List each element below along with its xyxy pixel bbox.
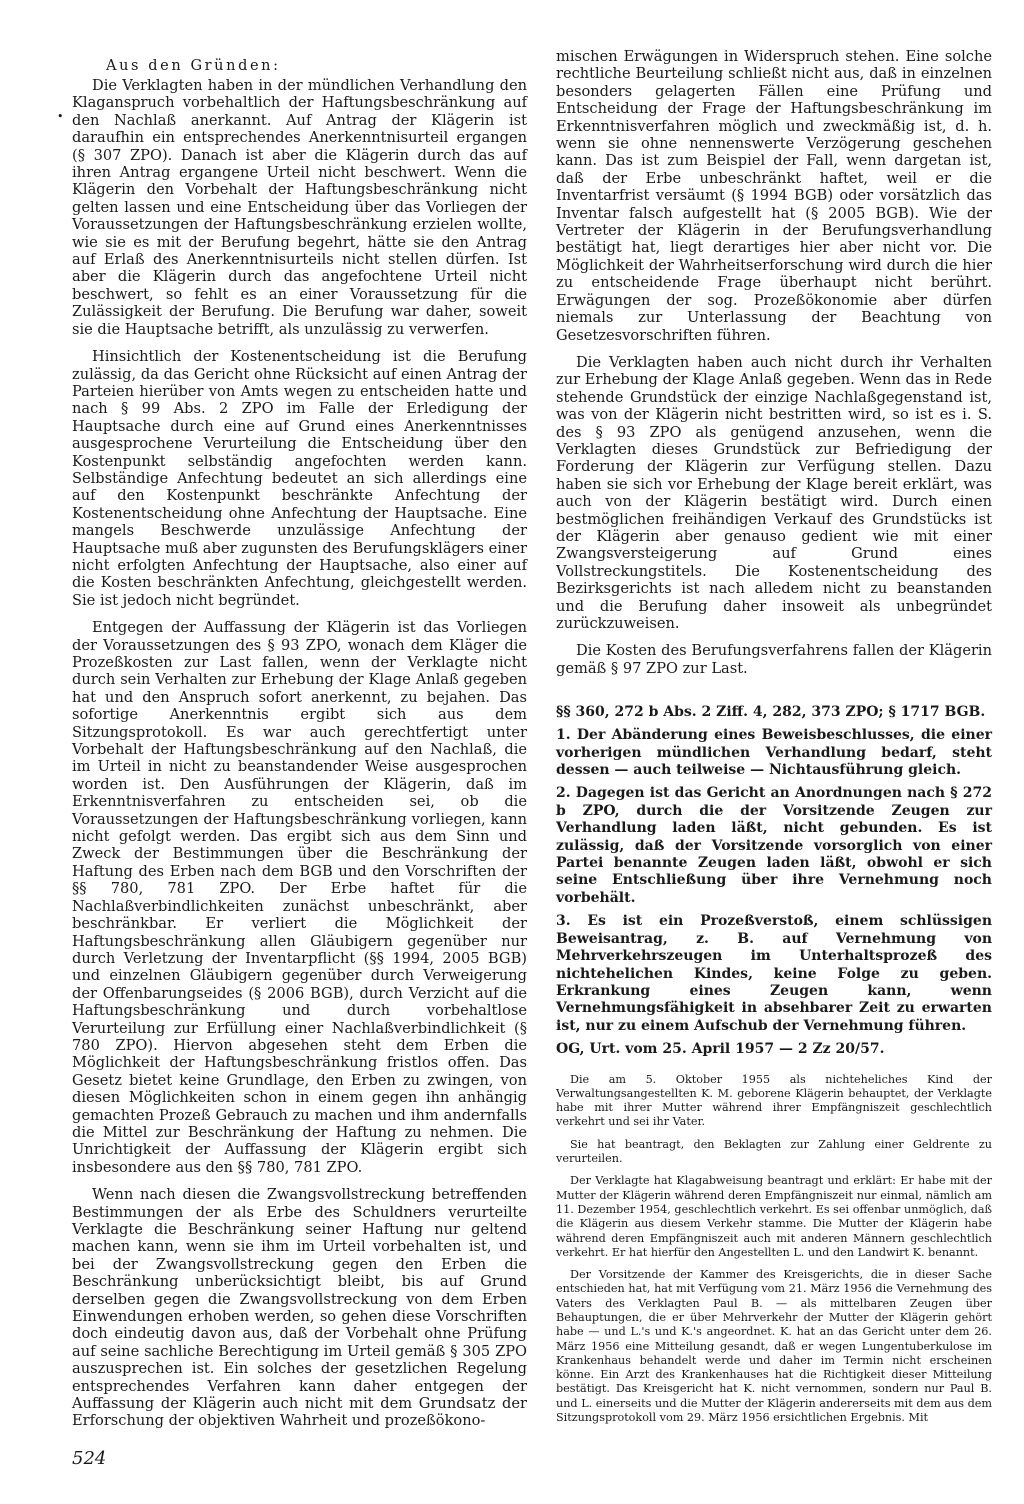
margin-dot: • (57, 110, 64, 123)
holding: 1. Der Abänderung eines Beweisbeschlusses, die einer vorherigen mündlichen Verhandlung bedarf, steht dessen — auch teilweise — Nichtausführung gleich. (556, 727, 992, 779)
court-reference: OG, Urt. vom 25. April 1957 — 2 Zz 20/57. (556, 1041, 885, 1058)
paragraph: Hinsichtlich der Kostenentscheidung ist die Berufung zulässig, da das Gericht ohne Rücksicht auf einen Antrag der Parteien hierüber von Amts wegen zu entscheiden hatte und nach § 99 Abs. 2 ZPO im Falle der Erledigung der Hauptsache durch eine auf Grund eines Anerkenntnisses ausgesprochene Verurteilung die Entscheidung über den Kostenpunkt selbständig angefochten werden kann. Selbständige Anfechtung bedeutet an sich allerdings eine auf den Kostenpunkt beschränkte Anfechtung der Kostenentscheidung ohne Anfechtung der Hauptsache. Eine mangels Beschwerde unzulässige Anfechtung der Hauptsache muß aber zugunsten des Berufungsklägers einer nicht erfolgten Anfechtung der Hauptsache, also einer auf die Kosten beschränkten Anfechtung, gleichgestellt werden. Sie ist jedoch nicht begründet. (72, 348, 527, 609)
paragraph-continuation: mischen Erwägungen in Widerspruch stehen. Eine solche rechtliche Beurteilung schließt nicht aus, daß in einzelnen besonders gelagerten Fällen eine Prüfung und Entscheidung der Frage der Haftungsbeschränkung im Erkenntnisverfahren möglich und zweckmäßig ist, d. h. wenn sie ohne nennenswerte Verzögerung geschehen kann. Das ist zum Beispiel der Fall, wenn dargetan ist, daß der Erbe unbeschränkt haftet, weil er die Inventarfrist versäumt (§ 1994 BGB) oder vorsätzlich das Inventar falsch aufgestellt hat (§ 2005 BGB). Wie der Vertreter der Klägerin in der Berufungsverhandlung bestätigt hat, liegt derartiges hier aber nicht vor. Die Möglichkeit der Wahrheitserforschung wird durch die hier zu entscheidende Frage überhaupt nicht berührt. Erwägungen der sog. Prozeßökonomie aber dürfen niemals zur Unterlassung der Beachtung von Gesetzesvorschriften führen. (556, 48, 992, 344)
paragraph: Entgegen der Auffassung der Klägerin ist das Vorliegen der Voraussetzungen des § 93 ZPO, wonach dem Kläger die Prozeßkosten zur Last fallen, wenn der Verklagte nicht durch sein Verhalten zur Erhebung der Klage Anlaß gegeben hat und den Anspruch sofort anerkennt, zu bejahen. Das sofortige Anerkenntnis ergibt sich aus dem Sitzungsprotokoll. Es war auch gerechtfertigt unter Vorbehalt der Haftungsbeschränkung auf den Nachlaß, die im Urteil in nicht zu beanstandender Weise ausgesprochen worden ist. Den Ausführungen der Klägerin, daß im Erkenntnisverfahren zu entscheiden sei, ob die Voraussetzungen der Haftungsbeschränkung vorliegen, kann nicht gefolgt werden. Das ergibt sich aus dem Sinn und Zweck der Bestimmungen über die Beschränkung der Haftung des Erben nach dem BGB und den Vorschriften der §§ 780, 781 ZPO. Der Erbe haftet für die Nachlaßverbindlichkeiten zunächst unbeschränkt, aber beschränkbar. Er verliert die Möglichkeit der Haftungsbeschränkung allen Gläubigern gegenüber nur durch Verletzung der Inventarpflicht (§§ 1994, 2005 BGB) und einzelnen Gläubigern gegenüber durch Verweigerung der Offenbarungseides (§ 2006 BGB), durch Verzicht auf die Haftungsbeschränkung und durch vorbehaltlose Verurteilung zur Erfüllung einer Nachlaßverbindlichkeit (§ 780 ZPO). Hiervon abgesehen steht dem Erben die Möglichkeit der Haftungsbeschränkung fristlos offen. Das Gesetz bietet keine Grundlage, den Erben zu zwingen, von diesen Möglichkeiten schon in einem gegen ihn anhängig gemachten Prozeß Gebrauch zu machen und ihm andernfalls die Mittel zur Beschränkung der Haftung zu nehmen. Die Unrichtigkeit der Auffassung der Klägerin ergibt sich insbesondere aus den §§ 780, 781 ZPO. (72, 619, 527, 1176)
section-heading: Aus den Gründen: (106, 58, 281, 74)
paragraph: Die Verklagten haben auch nicht durch ihr Verhalten zur Erhebung der Klage Anlaß gegeben. Wenn das in Rede stehende Grundstück der einzige Nachlaßgegenstand ist, was von der Klägerin nicht bestritten wird, so ist es i. S. des § 93 ZPO als genügend anzusehen, wenn die Verklagten dieses Grundstück zur Befriedigung der Forderung der Klägerin zur Verfügung stellen. Dazu haben sie sich vor Erhebung der Klage bereit erklärt, was auch von der Klägerin bestätigt wird. Durch einen bestmöglichen freihändigen Verkauf des Grundstücks ist der Klägerin aber genauso gedient wie mit einer Zwangsversteigerung auf Grund eines Vollstreckungstitels. Die Kostenentscheidung des Bezirksgerichts ist nach alledem nicht zu beanstanden und die Berufung daher insoweit als unbegründet zurückzuweisen. (556, 353, 992, 632)
page-number: 524 (72, 1448, 107, 1469)
holding: 2. Dagegen ist das Gericht an Anordnungen nach § 272 b ZPO, durch die der Vorsitzende Zeugen zur Verhandlung laden läßt, nicht gebunden. Es ist zulässig, daß der Vorsitzende vorsorglich von einer Partei benannte Zeugen laden läßt, obwohl er sich seine Entschließung über ihre Vernehmung noch vorbehält. (556, 785, 992, 906)
paragraph: Wenn nach diesen die Zwangsvollstreckung betreffenden Bestimmungen der als Erbe des Schuldners verurteilte Verklagte die Beschränkung seiner Haftung nur geltend machen kann, wenn sie ihm im Urteil vorbehalten ist, und bei der Zwangsvollstreckung gegen den Erben die Beschränkung unberücksichtigt bleibt, bis auf Grund derselben gegen die Zwangsvollstreckung von dem Erben Einwendungen erhoben werden, so gehen diese Vorschriften doch eindeutig davon aus, daß der Vorbehalt ohne Prüfung auf seine sachliche Berechtigung im Urteil gemäß § 305 ZPO auszusprechen ist. Ein solches der gesetzlichen Regelung entsprechendes Verfahren kann daher entgegen der Auffassung der Klägerin auch nicht mit dem Grundsatz der Erforschung der objektiven Wahrheit und prozeßökono- (72, 1186, 527, 1430)
facts-paragraph: Der Verklagte hat Klagabweisung beantragt und erklärt: Er habe mit der Mutter der Klägerin während deren Empfängniszeit nur einmal, nämlich am 11. Dezember 1954, geschlechtlich verkehrt. Es sei offenbar unmöglich, daß die Klägerin aus diesem Verkehr stamme. Die Mutter der Klägerin habe während deren Empfängniszeit auch mit anderen Männern geschlechtlich verkehrt. Er hat hierfür den Angestellten L. und den Landwirt K. benannt. (556, 1174, 992, 1259)
right-column (556, 48, 992, 1433)
legal-citation: §§ 360, 272 b Abs. 2 Ziff. 4, 282, 373 ZPO; § 1717 BGB. (556, 704, 986, 721)
facts-section (556, 1073, 992, 1426)
paragraph: Die Kosten des Berufungsverfahrens fallen der Klägerin gemäß § 97 ZPO zur Last. (556, 642, 992, 677)
facts-paragraph: Sie hat beantragt, den Beklagten zur Zahlung einer Geldrente zu verurteilen. (556, 1137, 992, 1166)
left-column (72, 58, 527, 1440)
facts-paragraph: Die am 5. Oktober 1955 als nichteheliches Kind der Verwaltungsangestellten K. M. geborene Klägerin behauptet, der Verklagte habe mit ihrer Mutter während ihrer Empfängniszeit geschlechtlich verkehrt und sei ihr Vater. (556, 1072, 992, 1129)
facts-paragraph: Der Vorsitzende der Kammer des Kreisgerichts, die in dieser Sache entschieden hat, hat mit Verfügung vom 21. März 1956 die Vernehmung des Vaters des Verklagten Paul B. — als mittelbaren Zeugen über Behauptungen, die er über Mehrverkehr der Mutter der Klägerin gehört habe — und L.'s und K.'s angeordnet. K. hat an das Gericht unter dem 26. März 1956 eine Mitteilung gesandt, daß er wegen Lungentuberkulose im Krankenhaus behandelt werde und daher im Termin nicht erscheinen könne. Ein Arzt des Krankenhauses hat die Richtigkeit dieser Mitteilung bestätigt. Das Kreisgericht hat K. nicht vernommen, sondern nur Paul B. und L. einerseits und die Mutter der Klägerin andererseits mit dem aus dem Sitzungsprotokoll vom 29. März 1956 ersichtlichen Ergebnis. Mit (556, 1268, 992, 1425)
paragraph: Die Verklagten haben in der mündlichen Verhandlung den Klaganspruch vorbehaltlich der Haftungsbeschränkung auf den Nachlaß anerkannt. Auf Antrag der Klägerin ist daraufhin ein entsprechendes Anerkenntnisurteil ergangen (§ 307 ZPO). Danach ist aber die Klägerin durch das auf ihren Antrag ergangene Urteil nicht beschwert. Wenn die Klägerin den Vorbehalt der Haftungsbeschränkung nicht gelten lassen und eine Entscheidung über das Vorliegen der Voraussetzungen der Haftungsbeschränkung erzielen wollte, wie sie es mit der Berufung begehrt, hätte sie den Antrag auf Erlaß des Anerkenntnisurteils nicht stellen dürfen. Ist aber die Klägerin durch das angefochtene Urteil nicht beschwert, so fehlt es an einer Voraussetzung für die Zulässigkeit der Berufung. Die Berufung war daher, soweit sie die Hauptsache betrifft, als unzulässig zu verwerfen. (72, 77, 527, 338)
holding: 3. Es ist ein Prozeßverstoß, einem schlüssigen Beweisantrag, z. B. auf Vernehmung von Mehrverkehrszeugen im Unterhaltsprozeß des nichtehelichen Kindes, keine Folge zu geben. Erkrankung eines Zeugen kann, wenn Vernehmungsfähigkeit in absehbarer Zeit zu erwarten ist, nur zu einem Aufschub der Vernehmung führen. (556, 913, 992, 1034)
